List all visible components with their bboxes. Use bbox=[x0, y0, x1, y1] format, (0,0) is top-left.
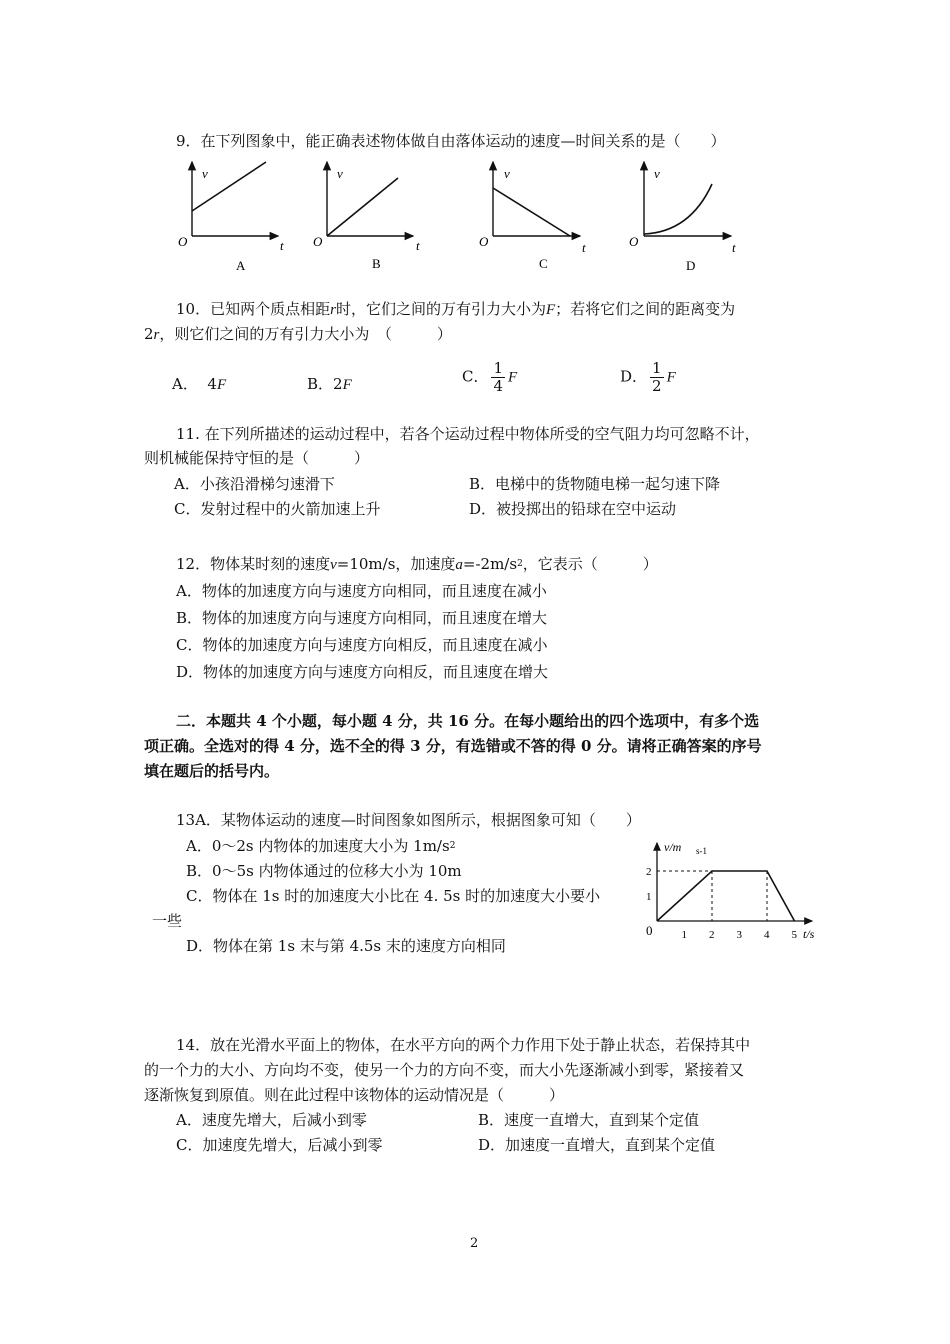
q9-d-vlabel: v bbox=[654, 166, 660, 181]
q9-a-origin: O bbox=[178, 234, 188, 249]
q10-opt-c-fraction bbox=[491, 360, 505, 395]
q13-vt-chart bbox=[640, 835, 830, 945]
q10-opt-c-F: F bbox=[508, 369, 518, 386]
q9-c-origin: O bbox=[479, 234, 489, 249]
q10-option-d[interactable] bbox=[620, 360, 676, 395]
q12-a: a bbox=[455, 557, 463, 573]
q10-line1-c: ；若将它们之间的距离变为 bbox=[555, 300, 736, 318]
q13-chart-ytick-1: 1 bbox=[646, 891, 652, 903]
q10-r2: r bbox=[153, 327, 160, 343]
q10-line1 bbox=[176, 298, 735, 319]
q10-opt-b-F: F bbox=[342, 377, 352, 393]
q13-option-d[interactable]: D．物体在第 1s 末与第 4.5s 末的速度方向相同 bbox=[186, 937, 506, 955]
q13-chart-ytick-2: 2 bbox=[646, 866, 652, 878]
q9-graph-b bbox=[313, 162, 420, 271]
q9-b-origin: O bbox=[313, 234, 323, 249]
q11-line2: 则机械能保持守恒的是（ ） bbox=[144, 449, 370, 467]
q9-graphs bbox=[170, 158, 770, 278]
q10-F: F bbox=[545, 302, 556, 318]
q9-graph-c bbox=[479, 162, 586, 271]
q12-sup: 2 bbox=[517, 559, 523, 569]
q11-option-b[interactable]: B．电梯中的货物随电梯一起匀速下降 bbox=[469, 475, 721, 493]
q9-b-vlabel: v bbox=[337, 166, 343, 181]
q10-opt-d-fraction bbox=[650, 360, 664, 395]
q13-option-c[interactable]: C．物体在 1s 时的加速度大小比在 4. 5s 时的加速度大小要小 bbox=[186, 887, 601, 905]
q13-option-b[interactable]: B．0～5s 内物体通过的位移大小为 10m bbox=[186, 862, 462, 880]
q10-opt-d-den: 2 bbox=[652, 377, 662, 395]
q11-option-a[interactable]: A．小孩沿滑梯匀速滑下 bbox=[174, 475, 335, 493]
q10-opt-c-num: 1 bbox=[493, 359, 504, 377]
section2-line3: 填在题后的括号内。 bbox=[144, 762, 280, 780]
q10-opt-d-F: F bbox=[666, 369, 676, 386]
q9-a-tlabel: t bbox=[280, 238, 284, 253]
q14-option-c[interactable]: C．加速度先增大，后减小到零 bbox=[176, 1136, 383, 1154]
q13-chart-xtick-2: 2 bbox=[709, 929, 715, 941]
q12-stem bbox=[176, 553, 658, 574]
q9-a-vlabel: v bbox=[202, 166, 208, 181]
q9-c-vlabel: v bbox=[504, 166, 510, 181]
q10-opt-a-F: F bbox=[216, 377, 227, 393]
q11-option-c[interactable]: C．发射过程中的火箭加速上升 bbox=[174, 500, 381, 518]
q9-graph-d-curve bbox=[644, 184, 712, 234]
q13-stem: 13A．某物体运动的速度—时间图象如图所示，根据图象可知（ ） bbox=[176, 811, 641, 829]
q10-opt-a-value: 4 bbox=[207, 375, 217, 393]
q13-chart-xtick-3: 3 bbox=[736, 929, 742, 941]
q14-option-d[interactable]: D．加速度一直增大，直到某个定值 bbox=[478, 1136, 716, 1154]
q9-d-origin: O bbox=[629, 234, 639, 249]
q10-opt-d-num: 1 bbox=[652, 359, 662, 377]
q12-option-c[interactable]: C．物体的加速度方向与速度方向相反，而且速度在减小 bbox=[176, 636, 548, 654]
q9-c-label: C bbox=[539, 256, 548, 271]
q13-option-c-cont: 一些 bbox=[152, 912, 183, 930]
q9-d-label: D bbox=[686, 258, 696, 273]
q10-r: r bbox=[330, 302, 336, 318]
q10-line2-a: 2 bbox=[144, 325, 154, 343]
q13-chart-ylabel: v/m bbox=[664, 840, 682, 854]
section2-line2: 项正确。全选对的得 4 分，选不全的得 3 分，有选错或不答的得 0 分。请将正确答案的序号 bbox=[144, 737, 762, 755]
q12-option-d[interactable]: D．物体的加速度方向与速度方向相反，而且速度在增大 bbox=[176, 663, 549, 681]
q13-chart-xlabel: t/s bbox=[803, 927, 815, 941]
q9-c-tlabel: t bbox=[582, 240, 586, 255]
q10-opt-c-label: C． bbox=[462, 367, 489, 386]
page-number: 2 bbox=[470, 1236, 479, 1251]
q14-option-b[interactable]: B．速度一直增大，直到某个定值 bbox=[478, 1111, 700, 1129]
q14-line2: 的一个力的大小、方向均不变，使另一个力的方向不变，而大小先逐渐减小到零，紧接着又 bbox=[144, 1061, 745, 1079]
q13-chart-xtick-4: 4 bbox=[764, 929, 770, 941]
q9-graph-b-line bbox=[327, 178, 398, 236]
q10-option-b[interactable] bbox=[307, 373, 352, 394]
q14-line3: 逐渐恢复到原值。则在此过程中该物体的运动情况是（ ） bbox=[144, 1086, 565, 1104]
q12-stem-a: 12．物体某时刻的速度 bbox=[176, 555, 331, 573]
q10-opt-a-label: A． bbox=[172, 375, 198, 393]
q10-line1-a: 10．已知两个质点相距 bbox=[176, 300, 331, 318]
q12-v: v bbox=[330, 557, 337, 573]
q9-b-tlabel: t bbox=[416, 238, 420, 253]
q9-graph-d bbox=[629, 162, 736, 273]
q10-opt-b-label: B． bbox=[307, 375, 334, 393]
q13-chart-origin: 0 bbox=[646, 923, 653, 938]
q10-opt-b-value: 2 bbox=[333, 375, 343, 393]
q9-stem: 9．在下列图象中，能正确表述物体做自由落体运动的速度—时间关系的是（ ） bbox=[176, 132, 726, 150]
q13-chart-yunit: s-1 bbox=[696, 846, 707, 856]
q10-option-a[interactable] bbox=[172, 373, 226, 394]
section2-line1: 二．本题共 4 个小题，每小题 4 分，共 16 分。在每小题给出的四个选项中，有多个选 bbox=[176, 712, 760, 730]
q10-opt-c-den: 4 bbox=[493, 377, 504, 395]
q9-d-tlabel: t bbox=[732, 240, 736, 255]
q13-opt-a-text: A．0～2s 内物体的加速度大小为 1m/s bbox=[186, 837, 450, 855]
q12-stem-b: =10m/s，加速度 bbox=[336, 555, 456, 573]
q9-graph-a bbox=[178, 162, 284, 273]
q10-opt-d-label: D． bbox=[620, 367, 648, 386]
q11-line1: 11. 在下列所描述的运动过程中，若各个运动过程中物体所受的空气阻力均可忽略不计， bbox=[176, 425, 760, 443]
q9-b-label: B bbox=[372, 256, 381, 271]
q12-stem-c: =-2m/s bbox=[462, 555, 518, 573]
q14-line1: 14．放在光滑水平面上的物体，在水平方向的两个力作用下处于静止状态，若保持其中 bbox=[176, 1036, 751, 1054]
q10-line2-b: ，则它们之间的万有引力大小为 （ ） bbox=[159, 325, 452, 343]
q13-chart-xtick-5: 5 bbox=[791, 929, 797, 941]
q12-option-b[interactable]: B．物体的加速度方向与速度方向相同，而且速度在增大 bbox=[176, 609, 548, 627]
q13-option-a[interactable] bbox=[186, 835, 455, 856]
q13-chart-series-line bbox=[657, 871, 795, 921]
q12-option-a[interactable]: A．物体的加速度方向与速度方向相同，而且速度在减小 bbox=[176, 582, 547, 600]
q9-a-label: A bbox=[236, 258, 246, 273]
q13-opt-a-sup: 2 bbox=[449, 841, 456, 851]
q12-stem-d: ，它表示（ ） bbox=[522, 555, 658, 573]
q11-option-d[interactable]: D．被投掷出的铅球在空中运动 bbox=[469, 500, 677, 518]
q13-chart-xtick-1: 1 bbox=[681, 929, 687, 941]
q10-line2 bbox=[144, 323, 452, 344]
q10-option-c[interactable] bbox=[462, 360, 517, 395]
q9-graph-c-line bbox=[493, 188, 570, 236]
q14-option-a[interactable]: A．速度先增大，后减小到零 bbox=[176, 1111, 367, 1129]
q10-line1-b: 时，它们之间的万有引力大小为 bbox=[335, 300, 546, 318]
